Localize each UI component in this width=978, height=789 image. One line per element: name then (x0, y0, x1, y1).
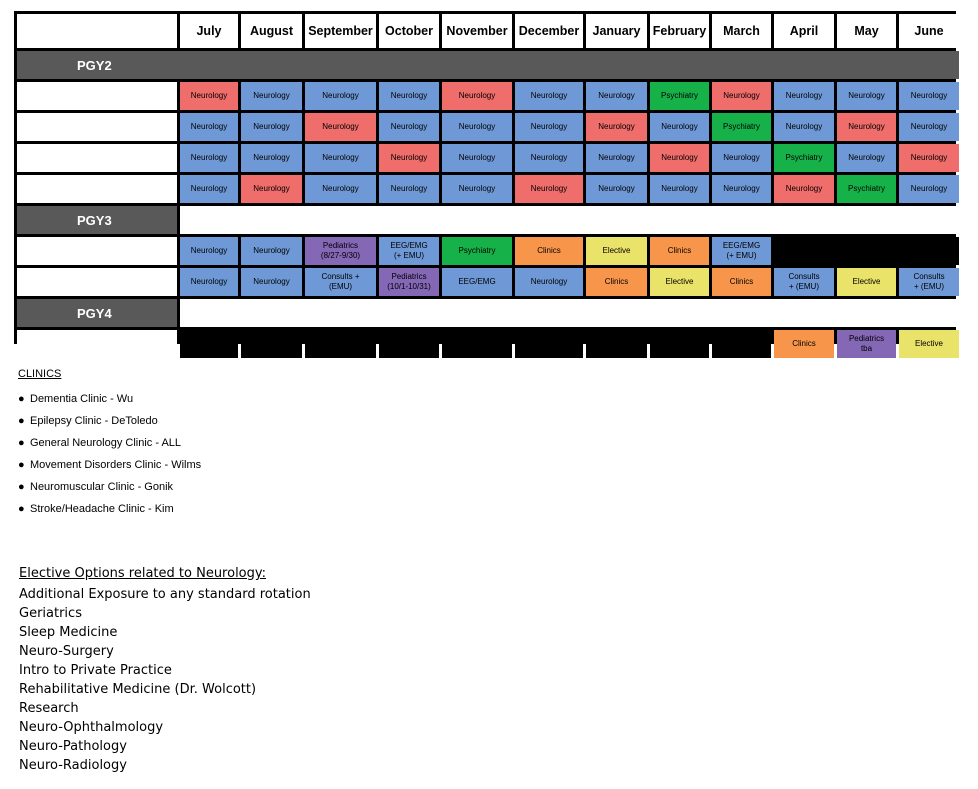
elective-option-item: Research (19, 701, 79, 716)
clinics-section (18, 368, 201, 520)
bullet-icon: ● (18, 415, 25, 427)
pgy4-rotation-cell (180, 330, 238, 358)
month-header-february: February (650, 14, 709, 48)
clinic-name: Movement Disorders Clinic - Wilms (30, 459, 202, 471)
pgy2-rotation-cell: Neurology (241, 144, 302, 172)
clinic-list-item (18, 498, 201, 520)
pgy3-rotation-cell: Consults + (EMU) (774, 268, 834, 296)
pgy2-rotation-cell: Neurology (305, 113, 376, 141)
pgy3-rotation-cell: Pediatrics (8/27-9/30) (305, 237, 376, 265)
pgy2-resident-name-cell (17, 175, 177, 203)
pgy3-rotation-cell: EEG/EMG (442, 268, 512, 296)
pgy3-rotation-cell: Clinics (650, 237, 709, 265)
month-header-october: October (379, 14, 439, 48)
bullet-icon: ● (18, 481, 25, 493)
pgy4-resident-name-cell (17, 330, 177, 358)
bullet-icon: ● (18, 437, 25, 449)
pgy2-rotation-cell: Neurology (586, 144, 647, 172)
pgy2-rotation-cell: Neurology (837, 82, 896, 110)
bullet-icon: ● (18, 393, 25, 405)
clinic-name: General Neurology Clinic - ALL (30, 437, 182, 449)
clinic-list-item (18, 388, 201, 410)
pgy2-rotation-cell: Neurology (305, 175, 376, 203)
pgy2-rotation-cell: Neurology (180, 82, 238, 110)
bullet-icon: ● (18, 503, 25, 515)
month-header-january: January (586, 14, 647, 48)
pgy2-rotation-cell: Neurology (241, 82, 302, 110)
month-header-march: March (712, 14, 771, 48)
elective-option-item: Geriatrics (19, 606, 82, 621)
clinic-name: Neuromuscular Clinic - Gonik (30, 481, 174, 493)
clinic-name: Stroke/Headache Clinic - Kim (30, 503, 174, 515)
pgy2-rotation-cell: Neurology (650, 113, 709, 141)
pgy2-rotation-cell: Neurology (379, 82, 439, 110)
pgy4-rotation-cell: Pediatrics tba (837, 330, 896, 358)
month-header-june: June (899, 14, 959, 48)
pgy2-rotation-cell: Neurology (442, 113, 512, 141)
pgy4-label: PGY4 (17, 299, 177, 327)
pgy2-resident-name-cell (17, 113, 177, 141)
pgy2-rotation-cell: Neurology (515, 144, 583, 172)
pgy3-rotation-cell: Clinics (712, 268, 771, 296)
pgy3-rotation-cell (899, 237, 959, 265)
pgy2-rotation-cell: Neurology (379, 144, 439, 172)
pgy4-rotation-cell: Clinics (774, 330, 834, 358)
clinics-heading: CLINICS (18, 368, 62, 380)
pgy2-rotation-cell: Neurology (837, 144, 896, 172)
pgy2-rotation-cell: Neurology (899, 82, 959, 110)
pgy3-rotation-cell: Elective (650, 268, 709, 296)
elective-option-item: Additional Exposure to any standard rotation (19, 587, 311, 602)
bullet-icon: ● (18, 459, 25, 471)
month-header-august: August (241, 14, 302, 48)
pgy2-rotation-cell: Neurology (180, 113, 238, 141)
month-header-september: September (305, 14, 376, 48)
pgy2-rotation-cell: Neurology (650, 144, 709, 172)
pgy3-rotation-cell: Neurology (180, 268, 238, 296)
pgy3-rotation-cell: Neurology (241, 237, 302, 265)
pgy3-rotation-cell: Neurology (180, 237, 238, 265)
pgy2-rotation-cell: Neurology (379, 175, 439, 203)
pgy4-rotation-cell (586, 330, 647, 358)
pgy2-rotation-cell: Neurology (442, 82, 512, 110)
clinic-list-item (18, 454, 201, 476)
pgy2-rotation-cell: Neurology (837, 113, 896, 141)
clinic-list-item (18, 432, 201, 454)
pgy2-rotation-cell: Neurology (180, 175, 238, 203)
pgy3-label: PGY3 (17, 206, 177, 234)
pgy3-resident-name-cell (17, 237, 177, 265)
pgy4-rotation-cell (650, 330, 709, 358)
header-corner-blank (17, 14, 177, 48)
pgy2-rotation-cell: Neurology (774, 82, 834, 110)
pgy3-rotation-cell: Consults + (EMU) (899, 268, 959, 296)
pgy4-band-fill (180, 299, 959, 327)
month-header-july: July (180, 14, 238, 48)
clinic-name: Epilepsy Clinic - DeToledo (30, 415, 158, 427)
pgy2-rotation-cell: Neurology (515, 175, 583, 203)
pgy3-rotation-cell: Neurology (241, 268, 302, 296)
pgy2-rotation-cell: Neurology (774, 113, 834, 141)
elective-option-item: Neuro-Ophthalmology (19, 720, 164, 735)
pgy2-rotation-cell: Psychiatry (837, 175, 896, 203)
elective-option-item: Neuro-Pathology (19, 739, 127, 754)
pgy2-rotation-cell: Neurology (712, 175, 771, 203)
pgy4-rotation-cell (305, 330, 376, 358)
pgy3-rotation-cell: Psychiatry (442, 237, 512, 265)
pgy2-rotation-cell: Neurology (712, 82, 771, 110)
elective-option-item: Neuro-Radiology (19, 758, 127, 773)
clinic-name: Dementia Clinic - Wu (30, 393, 134, 405)
pgy3-rotation-cell (837, 237, 896, 265)
month-header-november: November (442, 14, 512, 48)
pgy2-rotation-cell: Neurology (442, 175, 512, 203)
pgy2-rotation-cell: Neurology (442, 144, 512, 172)
pgy4-rotation-cell (241, 330, 302, 358)
pgy3-rotation-cell: EEG/EMG (+ EMU) (712, 237, 771, 265)
pgy2-rotation-cell: Neurology (899, 113, 959, 141)
elective-option-item: Intro to Private Practice (19, 663, 172, 678)
pgy2-rotation-cell: Neurology (650, 175, 709, 203)
pgy2-rotation-cell: Neurology (379, 113, 439, 141)
pgy2-label: PGY2 (17, 51, 959, 79)
clinic-list-item (18, 410, 201, 432)
elective-option-item: Neuro-Surgery (19, 644, 114, 659)
pgy3-resident-name-cell (17, 268, 177, 296)
pgy2-rotation-cell: Neurology (586, 113, 647, 141)
pgy2-rotation-cell: Neurology (586, 82, 647, 110)
pgy4-rotation-cell (442, 330, 512, 358)
pgy3-rotation-cell: Pediatrics (10/1-10/31) (379, 268, 439, 296)
pgy2-rotation-cell: Neurology (586, 175, 647, 203)
pgy3-band-fill (180, 206, 959, 234)
pgy2-rotation-cell: Neurology (241, 175, 302, 203)
pgy2-rotation-cell: Neurology (241, 113, 302, 141)
pgy2-rotation-cell: Psychiatry (712, 113, 771, 141)
elective-option-item: Rehabilitative Medicine (Dr. Wolcott) (19, 682, 257, 697)
clinic-list-item (18, 476, 201, 498)
pgy2-rotation-cell: Neurology (305, 144, 376, 172)
pgy2-rotation-cell: Neurology (515, 82, 583, 110)
rotation-schedule-table (14, 11, 956, 353)
pgy4-rotation-cell (515, 330, 583, 358)
pgy3-rotation-cell: EEG/EMG (+ EMU) (379, 237, 439, 265)
pgy4-rotation-cell: Elective (899, 330, 959, 358)
elective-options-section (19, 566, 311, 775)
month-header-may: May (837, 14, 896, 48)
pgy2-rotation-cell: Neurology (712, 144, 771, 172)
pgy2-rotation-cell: Neurology (899, 175, 959, 203)
pgy2-rotation-cell: Neurology (515, 113, 583, 141)
pgy3-rotation-cell: Consults + (EMU) (305, 268, 376, 296)
pgy2-rotation-cell: Psychiatry (774, 144, 834, 172)
pgy3-rotation-cell: Clinics (515, 237, 583, 265)
pgy4-rotation-cell (712, 330, 771, 358)
pgy2-rotation-cell: Neurology (305, 82, 376, 110)
elective-option-item: Sleep Medicine (19, 625, 118, 640)
pgy2-rotation-cell: Neurology (899, 144, 959, 172)
pgy2-rotation-cell: Neurology (774, 175, 834, 203)
month-header-december: December (515, 14, 583, 48)
elective-options-heading: Elective Options related to Neurology: (19, 566, 267, 581)
pgy2-resident-name-cell (17, 82, 177, 110)
pgy3-rotation-cell: Elective (837, 268, 896, 296)
pgy2-rotation-cell: Psychiatry (650, 82, 709, 110)
pgy3-rotation-cell: Clinics (586, 268, 647, 296)
pgy2-rotation-cell: Neurology (180, 144, 238, 172)
pgy3-rotation-cell: Neurology (515, 268, 583, 296)
pgy4-rotation-cell (379, 330, 439, 358)
pgy2-resident-name-cell (17, 144, 177, 172)
pgy3-rotation-cell (774, 237, 834, 265)
pgy3-rotation-cell: Elective (586, 237, 647, 265)
month-header-april: April (774, 14, 834, 48)
